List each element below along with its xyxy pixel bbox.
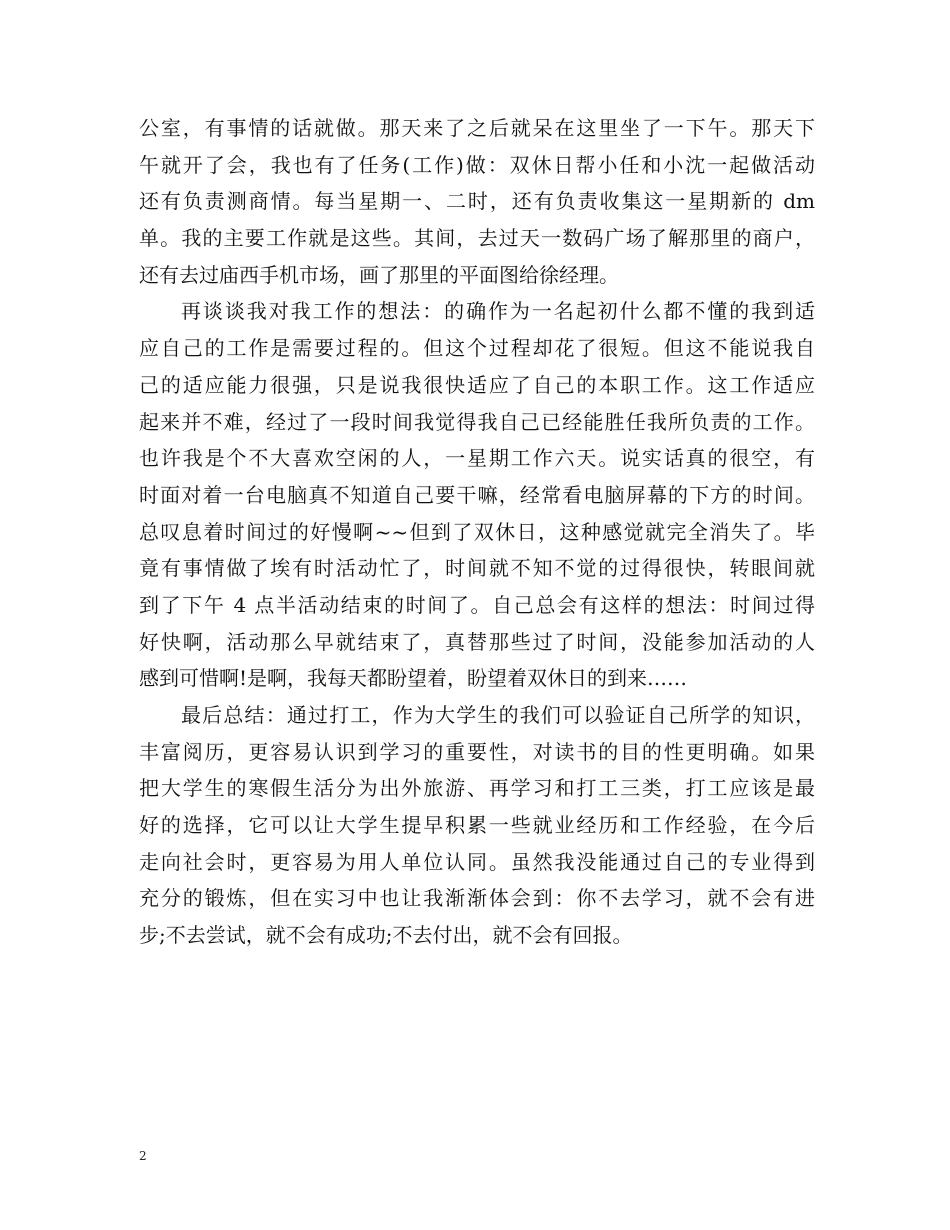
text-line: 走向社会时，更容易为用人单位认同。虽然我没能通过自己的专业得到 (139, 849, 815, 874)
text-line: 竟有事情做了埃有时活动忙了，时间就不知不觉的过得很快，转眼间就 (139, 556, 815, 581)
text-line: 时面对着一台电脑真不知道自己要干嘛，经常看电脑屏幕的下方的时间。 (139, 482, 815, 507)
text-line: 还有去过庙西手机市场，画了那里的平面图给徐经理。 (139, 262, 619, 287)
text-line: 好的选择，它可以让大学生提早积累一些就业经历和工作经验，在今后 (139, 813, 815, 838)
page-number: 2 (139, 1149, 147, 1163)
text-line: 己的适应能力很强，只是说我很快适应了自己的本职工作。这工作适应 (139, 372, 815, 397)
text-line: 把大学生的寒假生活分为出外旅游、再学习和打工三类，打工应该是最 (139, 776, 815, 801)
text-line: 感到可惜啊!是啊，我每天都盼望着，盼望着双休日的到来…… (139, 666, 688, 691)
paragraph-work-tasks (139, 110, 815, 293)
text-line: 充分的锻炼，但在实习中也让我渐渐体会到：你不去学习，就不会有进 (139, 886, 815, 911)
paragraph-work-thoughts (139, 293, 815, 697)
text-line: 到了下午 4 点半活动结束的时间了。自己总会有这样的想法：时间过得 (139, 592, 815, 617)
text-line: 公室，有事情的话就做。那天来了之后就呆在这里坐了一下午。那天下 (139, 116, 815, 140)
text-line: 还有负责测商情。每当星期一、二时，还有负责收集这一星期新的 dm (139, 189, 815, 214)
text-line: 午就开了会，我也有了任务(工作)做：双休日帮小任和小沈一起做活动 (139, 152, 815, 177)
text-line: 再谈谈我对我工作的想法：的确作为一名起初什么都不懂的我到适 (181, 299, 815, 324)
paragraph-summary (139, 697, 815, 954)
text-line: 应自己的工作是需要过程的。但这个过程却花了很短。但这不能说我自 (139, 336, 815, 361)
text-line: 最后总结：通过打工，作为大学生的我们可以验证自己所学的知识， (181, 703, 815, 727)
text-line: 丰富阅历，更容易认识到学习的重要性，对读书的目的性更明确。如果 (139, 739, 815, 764)
text-line: 起来并不难，经过了一段时间我觉得我自己已经能胜任我所负责的工作。 (139, 409, 815, 434)
text-line: 单。我的主要工作就是这些。其间，去过天一数码广场了解那里的商户， (139, 226, 815, 251)
document-body (139, 110, 815, 954)
text-line: 步;不去尝试，就不会有成功;不去付出，就不会有回报。 (139, 923, 633, 948)
text-line: 也许我是个不大喜欢空闲的人，一星期工作六天。说实话真的很空，有 (139, 446, 815, 471)
text-line: 总叹息着时间过的好慢啊~~但到了双休日，这种感觉就完全消失了。毕 (139, 519, 815, 544)
text-line: 好快啊，活动那么早就结束了，真替那些过了时间，没能参加活动的人 (139, 629, 815, 654)
